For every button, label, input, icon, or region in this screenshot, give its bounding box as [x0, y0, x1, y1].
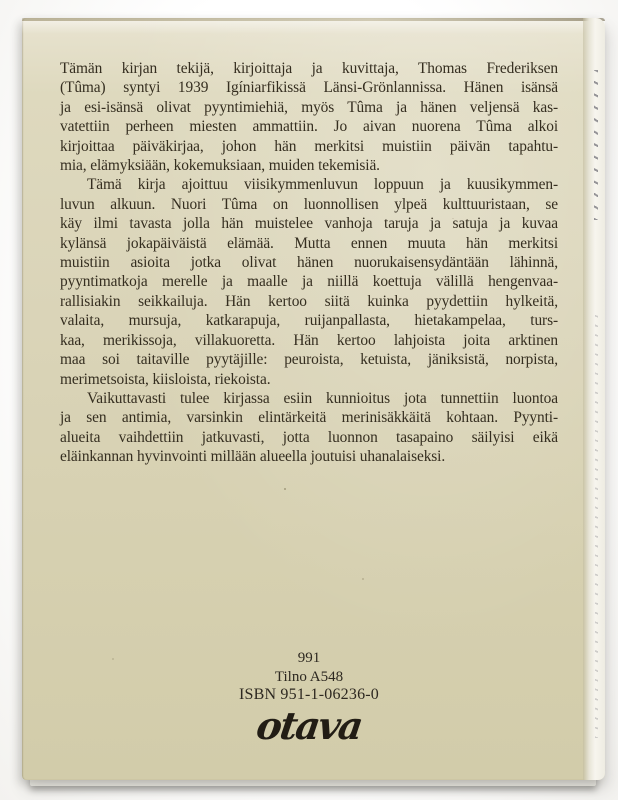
cover-text-line: alueita vaihdettiin jatkuvasti, jotta luonnon tasapaino säilyisi eikä — [60, 428, 558, 446]
cover-text-line: vatettiin perheen miesten ammattiin. Jo aivan nuorena Tûma alkoi — [60, 118, 558, 136]
order-number: Tilno A548 — [274, 668, 344, 685]
cover-text-line: kirjoittaa päiväkirjaa, johon hän merkitsi muistiin päivän tapahtu- — [60, 137, 558, 155]
cover-text-line: rallisiakin seikkailuja. Hän kertoo siitä kuinka pyydettiin hylkeitä, — [60, 292, 558, 310]
cover-text — [60, 59, 558, 467]
cover-text-line: muistiin asioita jotka olivat hänen nuorukaisensydäntään lähinnä, — [60, 254, 558, 272]
cover-text-line: maa soi taitaville pyytäjille: peuroista, ketuista, jäniksistä, norpista, — [60, 351, 558, 369]
jacket-speck — [362, 578, 364, 580]
cover-text-line: mia, elämyksiään, kokemuksiaan, muiden tekemisiä. — [60, 157, 380, 175]
cover-text-line: eläinkannan hyvinvointi millään alueella joutuisi uhanalaiseksi. — [60, 448, 446, 466]
book-back-cover — [22, 18, 605, 780]
print-code: 991 — [297, 650, 321, 666]
cover-text-line: Tämä kirja ajoittuu viisikymmenluvun loppuun ja kuusikymmen- — [87, 176, 558, 194]
spine-text-marks-bottom — [595, 308, 598, 738]
publisher-logo-otava: otava — [253, 702, 365, 748]
jacket-speck — [284, 488, 286, 490]
spine-text-marks-top — [594, 70, 598, 220]
cover-text-line: Vaikuttavasti tulee kirjassa esiin kunnioitus jota tunnettiin luontoa — [87, 389, 558, 407]
cover-text-line: valaita, mursuja, katkarapuja, ruijanpallasta, hietakampelaa, turs- — [60, 312, 558, 330]
jacket-speck — [112, 658, 114, 660]
cover-text-line: Tämän kirjan tekijä, kirjoittaja ja kuvittaja, Thomas Frederiksen — [60, 60, 558, 77]
cover-text-paragraph — [60, 389, 558, 467]
cover-text-line: (Tûma) syntyi 1939 Igíniarfikissä Länsi-Grönlannissa. Hänen isänsä — [60, 79, 558, 97]
cover-top-wear — [22, 21, 605, 34]
cover-text-paragraph — [60, 59, 558, 175]
cover-text-line: kaa, merikissoja, villakuoretta. Hän kertoo lahjoista joita arktinen — [60, 331, 558, 349]
imprint-block — [60, 649, 558, 746]
cover-text-line: kylänsä jokapäiväistä elämää. Mutta ennen muuta hän merkitsi — [60, 234, 558, 252]
cover-text-line: käy ilmi tavasta jolla hän muistelee vanhoja taruja ja satuja ja kuvaa — [60, 215, 558, 233]
isbn-number: ISBN 951-1-06236-0 — [238, 686, 380, 704]
cover-text-line: ja sen antimia, varsinkin elintärkeitä merinisäkkäitä kohtaan. Pyynti- — [60, 409, 558, 427]
cover-text-line: pyyntimatkoja merelle ja maalle ja niillä koettuja välillä hengenvaa- — [60, 273, 558, 291]
spine-edge — [583, 18, 605, 780]
cover-text-line: merimetsoista, kiisloista, riekoista. — [60, 370, 271, 388]
cover-text-line: luvun alkuun. Nuori Tûma on luonnollisen ylpeä kulttuuristaan, se — [60, 195, 558, 213]
cover-text-line: ja esi-isänsä olivat pyyntimiehiä, myös Tûma ja hänen veljensä kas- — [60, 98, 558, 116]
cover-text-paragraph — [60, 175, 558, 388]
jacket-speck — [452, 218, 454, 219]
